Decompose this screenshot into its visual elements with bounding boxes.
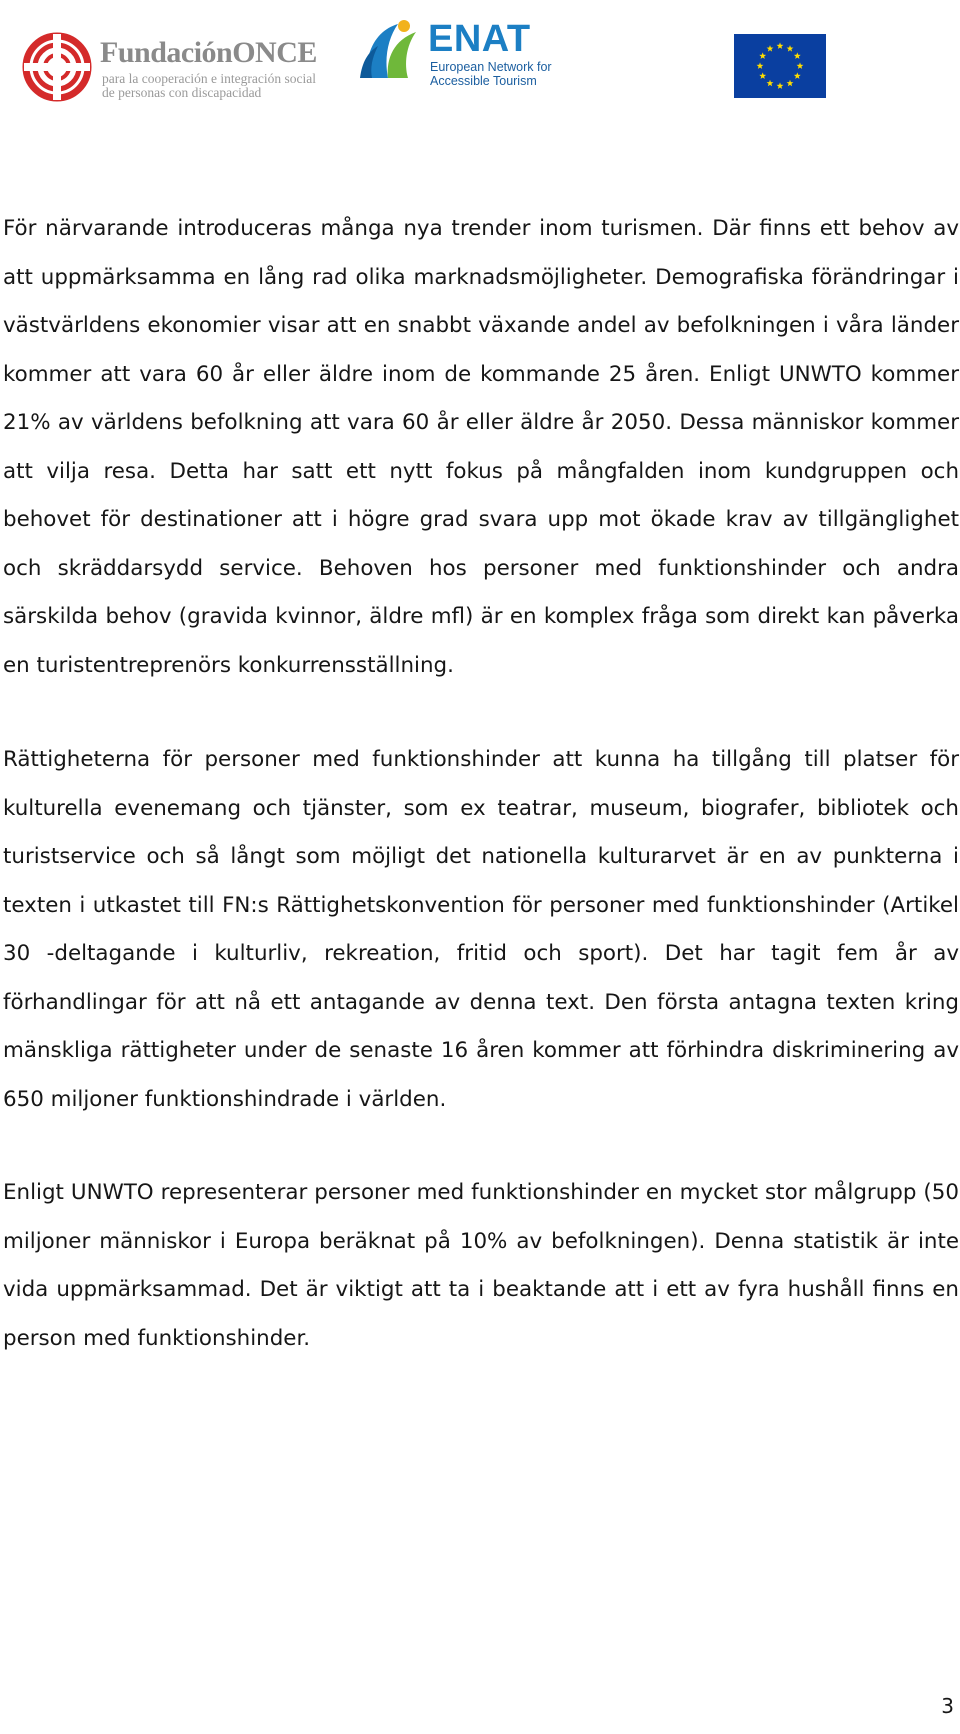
enat-logo-subtitle-line-2: Accessible Tourism	[430, 74, 537, 88]
once-logo-subtitle-line-2: de personas con discapacidad	[102, 85, 262, 100]
once-logo-subtitle-line-1: para la cooperación e integración social	[102, 71, 317, 86]
fundacion-once-logo	[22, 32, 317, 104]
document-body	[3, 205, 959, 1363]
page-number: 3	[941, 1694, 954, 1718]
enat-logo-name: ENAT	[428, 18, 531, 60]
paragraph-demographic-trends: För närvarande introduceras många nya trender inom turismen. Där finns ett behov av att uppmärksamma en lång rad olika marknadsmöjligheter. Demografiska förändringar i västvärldens ekonomier visar att en snabbt växande andel av befolkningen i våra länder kommer att vara 60 år eller äldre inom de kommande 25 åren. Enligt UNWTO kommer 21% av världens befolkning att vara 60 år eller äldre år 2050. Dessa människor kommer att vilja resa. Detta har satt ett nytt fokus på mångfalden inom kundgruppen och behovet för destinationer att i högre grad svara upp mot ökade krav av tillgänglighet och skräddarsydd service. Behoven hos personer med funktionshinder och andra särskilda behov (gravida kvinnor, äldre mfl) är en komplex fråga som direkt kan påverka en turistentreprenörs konkurrensställning.	[3, 216, 959, 678]
paragraph-target-group: Enligt UNWTO representerar personer med funktionshinder en mycket stor målgrupp (50 miljoner människor i Europa beräknat på 10% av befolkningen). Denna statistik är inte vida uppmärksammad. Det är viktigt att ta i beaktande att i ett av fyra hushåll finns en person med funktionshinder.	[3, 1180, 959, 1351]
page-header	[0, 0, 960, 110]
enat-logo-subtitle	[430, 60, 552, 88]
once-logo-subtitle	[102, 72, 316, 100]
paragraph-un-convention: Rättigheterna för personer med funktionshinder att kunna ha tillgång till platser för kulturella evenemang och tjänster, som ex teatrar, museum, biografer, bibliotek och turistservice och så långt som möjligt det nationella kulturarvet är en av punkterna i texten i utkastet till FN:s Rättighetskonvention för personer med funktionshinder (Artikel 30 -deltagande i kulturliv, rekreation, fritid och sport). Det har tagit fem år av förhandlingar för att nå ett antagande av denna text. Den första antagna texten kring mänskliga rättigheter under de senaste 16 åren kommer att förhindra diskriminering av 650 miljoner funktionshindrade i världen.	[3, 747, 959, 1112]
fundacion-once-emblem-icon	[22, 32, 92, 102]
enat-logo	[358, 18, 552, 90]
once-logo-name: FundaciónONCE	[100, 36, 317, 69]
enat-logo-subtitle-line-1: European Network for	[430, 60, 552, 74]
eu-flag-icon	[734, 34, 826, 98]
eu-flag-logo	[734, 34, 826, 98]
enat-emblem-icon	[358, 18, 424, 82]
